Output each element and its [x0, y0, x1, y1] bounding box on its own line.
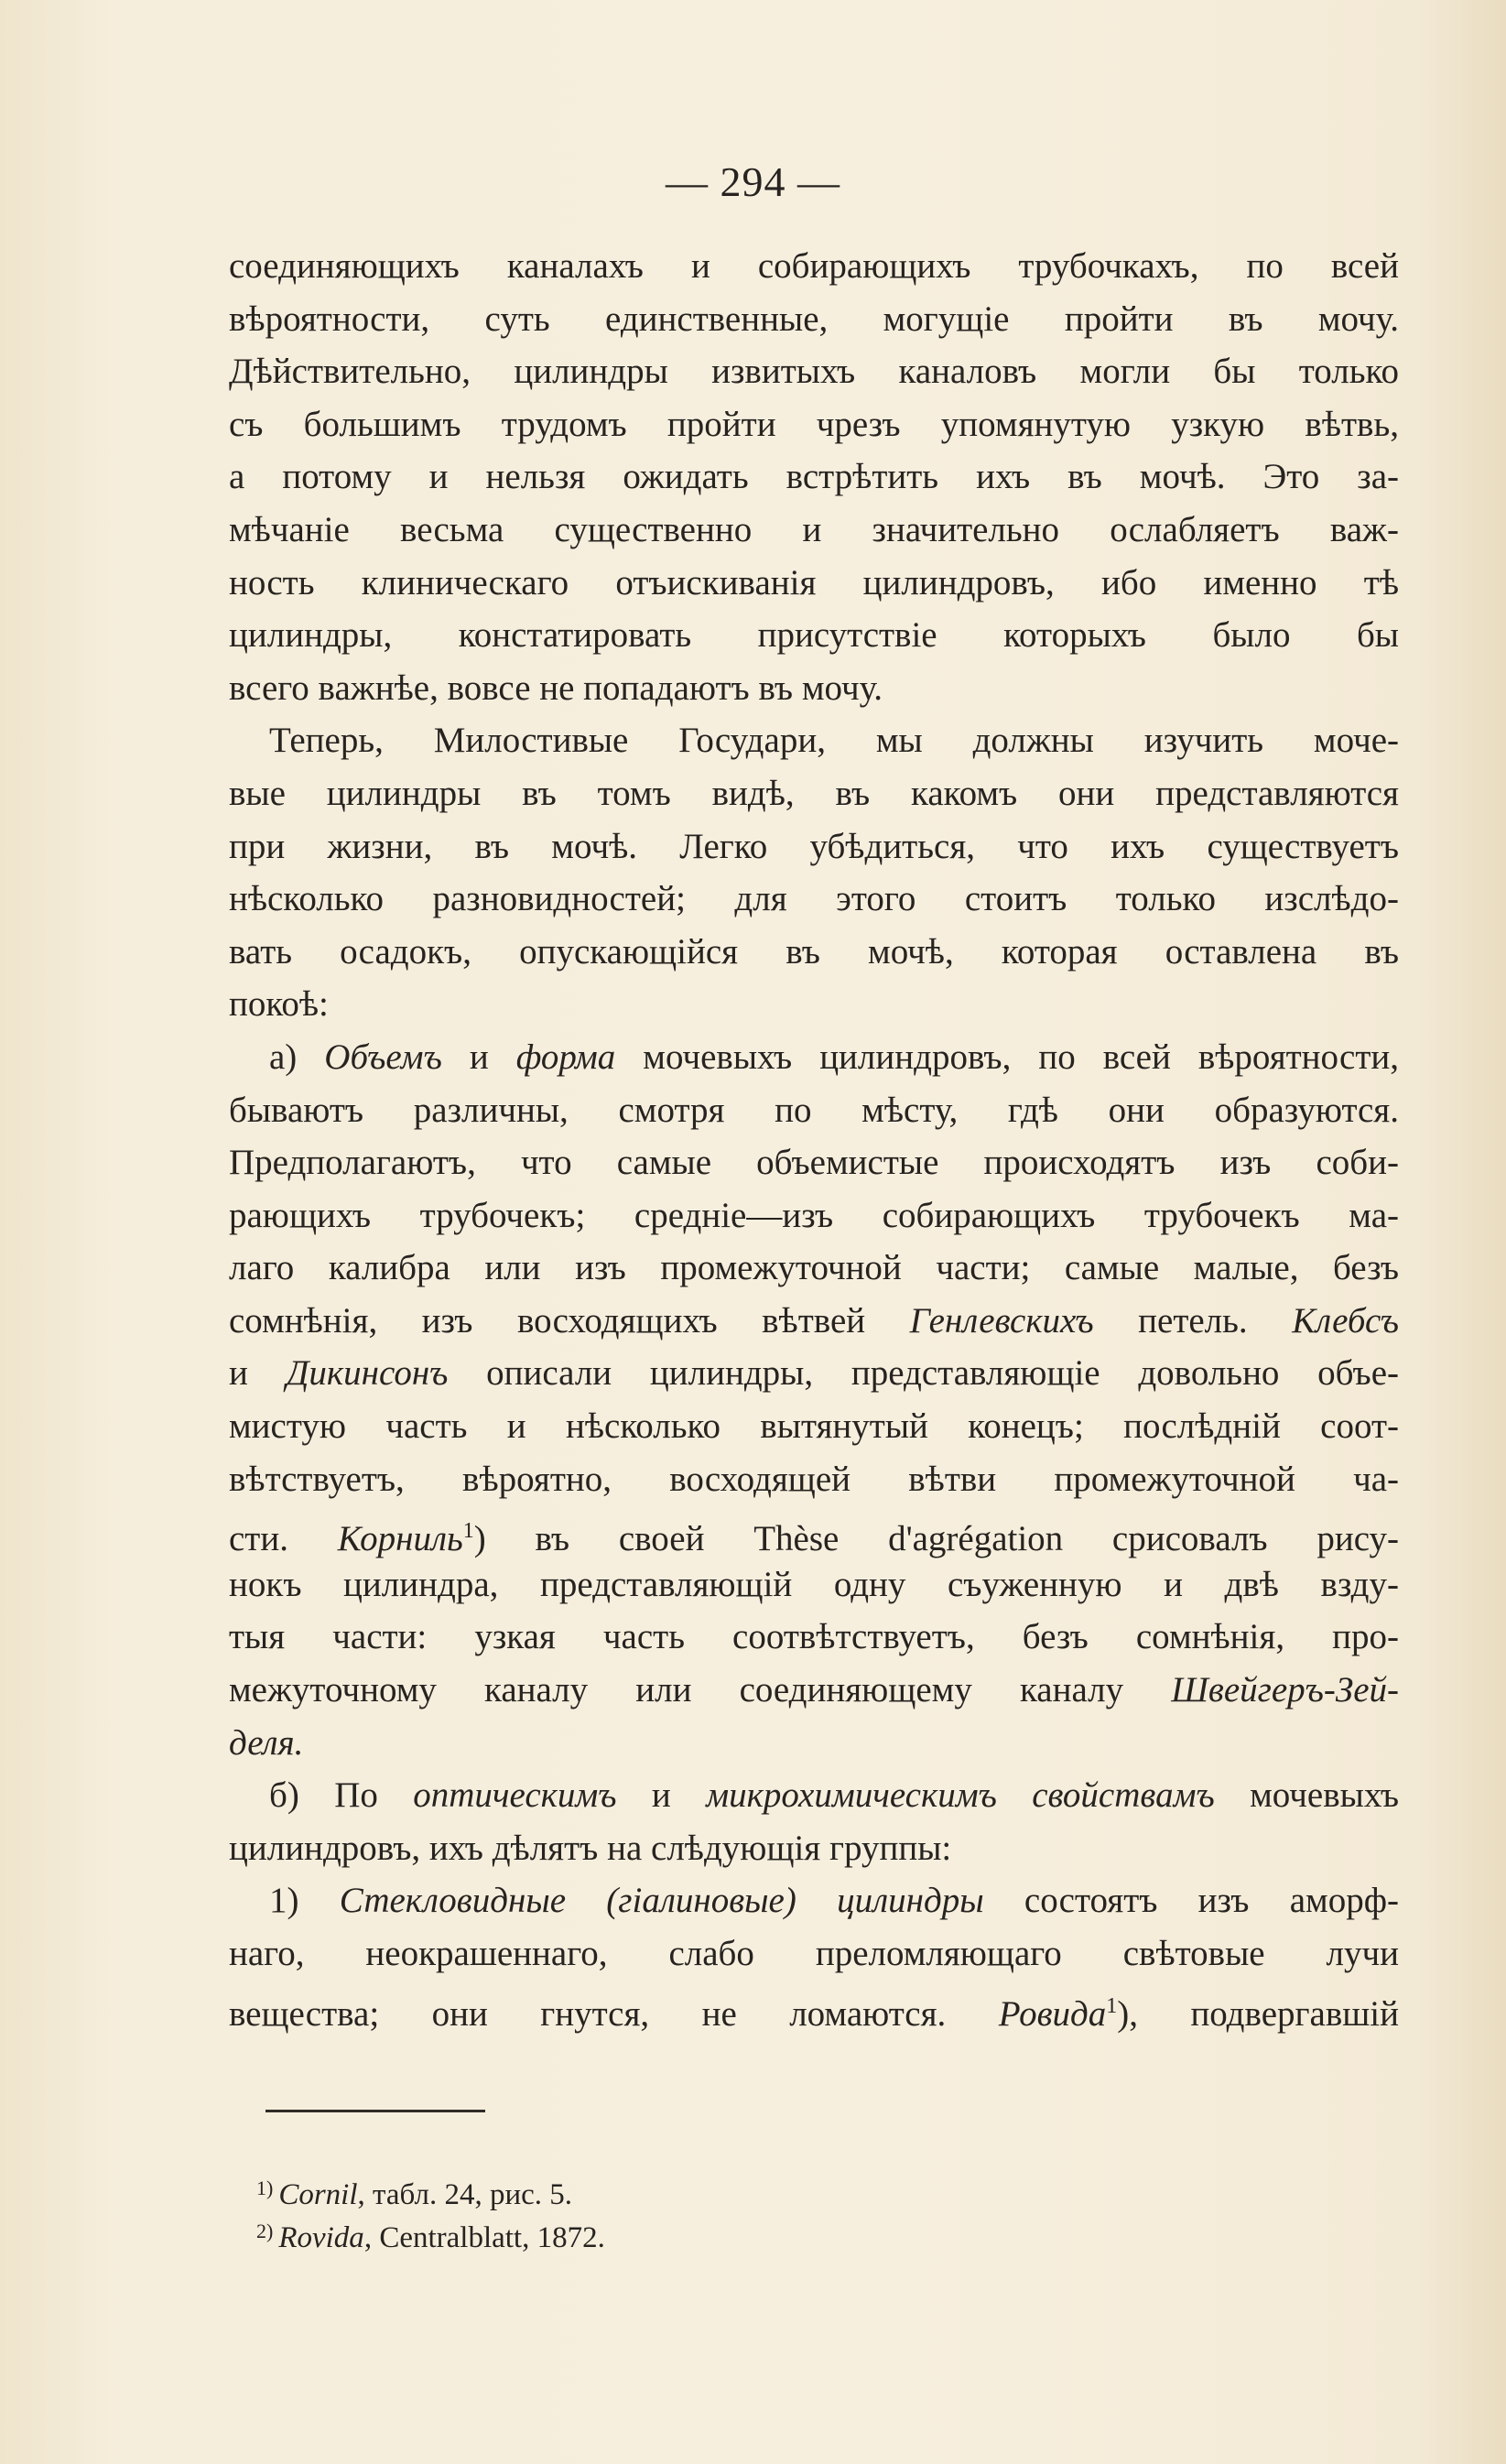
footnote-ref: 1: [462, 1519, 474, 1544]
text-line: Предполагаютъ, что самые объемистые происходятъ изъ соби-: [229, 1143, 1399, 1183]
italic-term: Клебсъ: [1292, 1300, 1399, 1341]
italic-term: Объемъ: [324, 1037, 442, 1077]
italic-term: Швейгеръ-Зей-: [1171, 1670, 1399, 1710]
text-run: и: [229, 1353, 287, 1394]
text-run: мочевыхъ: [1214, 1775, 1399, 1816]
text-run: петель.: [1093, 1300, 1293, 1341]
text-run: мочевыхъ цилиндровъ, по всей вѣроятности,: [615, 1037, 1399, 1077]
body-text: [229, 240, 1399, 2033]
footnote: [256, 2166, 1080, 2209]
text-run: сти.: [229, 1519, 338, 1559]
text-line: при жизни, въ мочѣ. Легко убѣдиться, что ихъ существуетъ: [229, 826, 1399, 866]
page-number: — 294 —: [666, 158, 840, 205]
footnote-text: , табл. 24, рис. 5.: [357, 2178, 572, 2211]
text-run: б) По: [269, 1775, 414, 1816]
text-line: ность клиническаго отъискиванія цилиндровъ, ибо именно тѣ: [229, 562, 1399, 602]
text-line: [229, 1295, 1399, 1348]
italic-term: Дикинсонъ: [286, 1353, 449, 1394]
text-line: покоѣ:: [229, 984, 329, 1025]
text-line: мистую часть и нѣсколько вытянутый конецъ; послѣдній соот-: [229, 1406, 1399, 1447]
text-run: 1): [269, 1881, 340, 1921]
footnote-author: Rovida: [278, 2221, 364, 2254]
footnote: [256, 2209, 1080, 2252]
italic-term: Ровида: [998, 1993, 1107, 2034]
text-run: ), подвергавшій: [1117, 1993, 1399, 2034]
text-line: Дѣйствительно, цилиндры извитыхъ каналовъ могли бы только: [229, 352, 1399, 392]
footnote-mark: 1): [256, 2176, 274, 2199]
italic-term: Корниль: [337, 1519, 463, 1559]
text-line: [229, 1664, 1399, 1717]
text-run: вещества; они гнутся, не ломаются.: [229, 1993, 999, 2034]
text-line: [229, 1874, 1399, 1927]
italic-term: микрохимическимъ свойствамъ: [706, 1775, 1215, 1816]
text-line: [229, 1769, 1399, 1822]
text-line: нѣсколько разновидностей; для этого стоитъ только изслѣдо-: [229, 879, 1399, 919]
text-line: цилиндры, констатировать присутствіе которыхъ было бы: [229, 615, 1399, 656]
italic-term: Генлевскихъ: [909, 1300, 1094, 1341]
text-line: тыя части: узкая часть соотвѣтствуетъ, безъ сомнѣнія, про-: [229, 1617, 1399, 1657]
text-line: съ большимъ трудомъ пройти чрезъ упомянутую узкую вѣтвь,: [229, 404, 1399, 444]
text-line: а потому и нельзя ожидать встрѣтить ихъ въ мочѣ. Это за-: [229, 457, 1399, 497]
text-line: вать осадокъ, опускающійся въ мочѣ, которая оставлена въ: [229, 931, 1399, 971]
italic-term: деля.: [229, 1722, 304, 1763]
text-line: наго, неокрашеннаго, слабо преломляющаго свѣтовые лучи: [229, 1934, 1399, 1973]
footnote-rule: [265, 2110, 485, 2112]
text-line: соединяющихъ каналахъ и собирающихъ трубочкахъ, по всей: [229, 246, 1399, 286]
text-line: вѣроятности, суть единственные, могущіе пройти въ мочу.: [229, 299, 1399, 339]
footnote-author: Cornil: [278, 2178, 358, 2211]
text-line: рающихъ трубочекъ; средніе—изъ собирающихъ трубочекъ ма-: [229, 1195, 1399, 1235]
text-line: вѣтствуетъ, вѣроятно, восходящей вѣтви промежуточной ча-: [229, 1459, 1399, 1499]
text-line: лаго калибра или изъ промежуточной части; самые малые, безъ: [229, 1248, 1399, 1288]
text-run: а): [269, 1037, 325, 1077]
footnote-mark: 2): [256, 2220, 274, 2242]
text-line: цилиндровъ, ихъ дѣлятъ на слѣдующія группы:: [229, 1828, 952, 1868]
text-run: и: [441, 1037, 516, 1077]
text-run: сомнѣнія, изъ восходящихъ вѣтвей: [229, 1300, 910, 1341]
text-run: межуточному каналу или соединяющему каналу: [229, 1670, 1172, 1710]
text-line: [229, 1717, 1399, 1770]
text-line: [229, 1981, 1399, 2034]
footnotes: [256, 2166, 1080, 2252]
footnote-text: , Centralblatt, 1872.: [363, 2221, 605, 2254]
text-line: Теперь, Милостивые Государи, мы должны изучить моче-: [269, 721, 1399, 761]
italic-term: Стекловидные (гіалиновые) цилиндры: [339, 1881, 984, 1921]
text-line: [229, 1505, 1399, 1558]
text-line: [229, 1031, 1399, 1084]
text-line: всего важнѣе, вовсе не попадаютъ въ мочу.: [229, 668, 883, 708]
text-line: мѣчаніе весьма существенно и значительно ослабляетъ важ-: [229, 509, 1399, 549]
italic-term: форма: [515, 1037, 616, 1077]
text-run: описали цилиндры, представляющіе довольно объе-: [448, 1353, 1399, 1394]
text-run: и: [616, 1775, 707, 1816]
text-line: [229, 1347, 1399, 1400]
footnote-ref: 1: [1106, 1993, 1118, 2018]
text-run: ) въ своей Thèse d'agrégation срисовалъ рису-: [473, 1519, 1399, 1559]
text-line: нокъ цилиндра, представляющій одну съуженную и двѣ взду-: [229, 1564, 1399, 1604]
text-line: бываютъ различны, смотря по мѣсту, гдѣ они образуются.: [229, 1090, 1399, 1130]
italic-term: оптическимъ: [413, 1775, 617, 1816]
text-line: вые цилиндры въ томъ видѣ, въ какомъ они представляются: [229, 773, 1399, 813]
text-run: состоятъ изъ аморф-: [983, 1881, 1399, 1921]
